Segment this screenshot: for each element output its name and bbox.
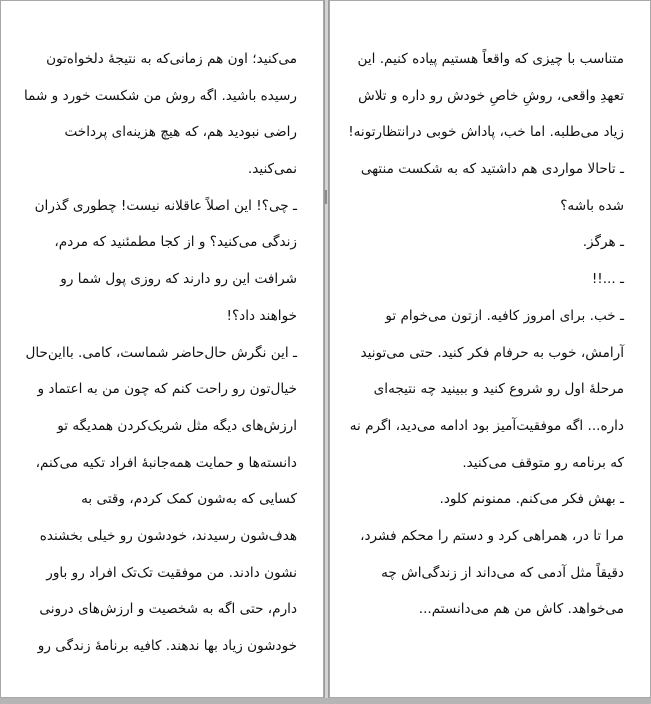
text-line: ـ این نگرش حال‌حاضر شماست، کامی. بااین‌حال	[25, 344, 297, 361]
text-line: آرامش، خوب به حرفام فکر کنید. حتی می‌تونید	[360, 344, 624, 361]
text-line: هدف‌شون رسیدند، خودشون رو خیلی بخشنده	[39, 527, 297, 544]
text-line: می‌خواهد. کاش من هم می‌دانستم...	[418, 601, 624, 618]
text-line: خودشون زیاد بها ندهند. کافیه برنامهٔ زندگی رو	[37, 638, 297, 654]
text-line: ـ چی؟! این اصلاً عاقلانه نیست! چطوری گذران	[34, 197, 297, 214]
text-line: ـ بهش فکر می‌کنم. ممنونم کلود.	[439, 491, 624, 508]
text-line: خواهند داد؟!	[226, 307, 297, 324]
text-line: زندگی می‌کنید؟ و از کجا مطمئنید که مردم،	[54, 234, 297, 251]
right-page-text	[340, 41, 624, 628]
text-line: داره... اگه موفقیت‌آمیز بود ادامه می‌دید، اگرم نه	[349, 417, 624, 434]
text-line: نشون دادند. من موفقیت تک‌تک افراد رو باور	[46, 564, 297, 581]
text-line: دارم، حتی اگه به شخصیت و ارزش‌های درونی	[39, 601, 297, 618]
text-line: ارزش‌های دیگه مثل شریک‌کردن همدیگه تو	[57, 417, 297, 434]
text-line: شده باشه؟	[560, 197, 624, 214]
text-line: شرافت این رو دارند که روزی پول شما رو	[60, 271, 297, 288]
text-line: مرا تا در، همراهی کرد و دستم را محکم فشرد،	[360, 527, 624, 544]
left-page	[0, 0, 324, 698]
right-page	[329, 0, 651, 698]
bottom-shadow	[0, 698, 651, 704]
text-line: ـ تاحالا مواردی هم داشتید که به شکست منتهی	[360, 161, 624, 178]
text-line: دقیقاً مثل آدمی که می‌داند از زندگی‌اش چه	[381, 564, 624, 581]
text-line: ـ ...!!	[591, 271, 624, 288]
text-line: نمی‌کنید.	[247, 161, 297, 178]
text-line: رسیده باشید. اگه روش من شکست خورد و شما	[23, 87, 297, 104]
left-page-text	[15, 41, 297, 665]
text-line: ـ خب. برای امروز کافیه. ازتون می‌خوام تو	[385, 307, 624, 324]
text-line: خیال‌تون رو راحت کنم که چون من به اعتماد و	[37, 381, 297, 398]
text-line: راضی نبودید هم، که هیچ هزینه‌ای پرداخت	[64, 124, 297, 141]
text-line: کسایی که به‌شون کمک کردم، وقتی به	[81, 491, 297, 508]
gutter-tick	[325, 190, 327, 204]
text-line: می‌کنید؛ اون هم زمانی‌که به نتیجهٔ دلخواه‌تون	[46, 51, 297, 67]
text-line: زیاد می‌طلبه. اما خب، پاداش خوبی درانتظارتونه!	[348, 124, 624, 141]
text-line: متناسب با چیزی که واقعاً هستیم پیاده کنیم. این	[357, 51, 624, 67]
text-line: که برنامه رو متوقف می‌کنید.	[462, 454, 624, 471]
text-line: مرحلهٔ اول رو شروع کنید و ببینید چه نتیجه‌ای	[373, 381, 624, 398]
text-line: ـ هرگز.	[582, 234, 624, 251]
text-line: دانسته‌ها و حمایت همه‌جانبهٔ افراد تکیه می‌کنم،	[35, 454, 297, 471]
text-line: تعهدِ واقعی، روشِ خاصِ خودش رو داره و تلاش	[358, 87, 624, 104]
